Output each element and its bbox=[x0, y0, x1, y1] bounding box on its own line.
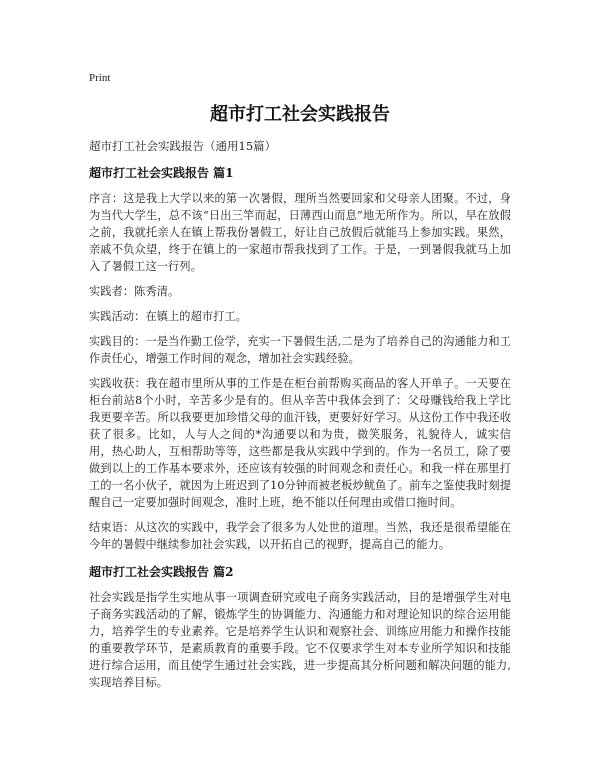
paragraph-purpose: 实践目的：一是当作勤工俭学，充实一下暑假生活,二是为了培养自己的沟通能力和工作责任心，增强工作时间的观念，增加社会实践经验。 bbox=[89, 335, 511, 365]
paragraph-activity: 实践活动：在镇上的超市打工。 bbox=[89, 310, 248, 323]
paragraph-intro: 社会实践是指学生实地从事一项调查研究或电子商务实践活动，目的是增强学生对电子商务实践活动的了解，锻炼学生的协调能力、沟通能力和对理论知识的综合运用能力，培养学生的专业素养。它是培养学生认识和观察社会、训练应用能力和操作技能的重要教学环节，是素质教育的重要手段。它不仅要求学生对本专业所学知识和技能进行综合运用，而且使学生通过社会实践，进一步提高其分析问题和解决问题的能力,实现培养目标。 bbox=[89, 591, 511, 689]
paragraph-gains: 实践收获：我在超市里所从事的工作是在柜台前帮购买商品的客人开单子。一天要在柜台前站8个小时，辛苦多少是有的。但从辛苦中我体会到了：父母赚钱给我上学比我更要辛苦。所以我要更加珍惜父母的血汗钱，更要好好学习。从这份工作中我还收获了很多。比如，人与人之间的*沟通要以和为贵，微笑服务，礼貌待人，诚实信用，热心助人，互相帮助等等，这些都是我从实践中学到的。作为一名员工，除了要做到以上的工作基本要求外，还应该有较强的时间观念和责任心。和我一样在那里打工的一名小伙子，就因为上班迟到了10分钟而被老板炒鱿鱼了。前车之鉴使我时刻提醒自己一定要加强时间观念，准时上班，绝不能以任何理由或借口拖时间。 bbox=[89, 377, 511, 509]
section-2 bbox=[89, 563, 511, 691]
paragraph-practitioner: 实践者：陈秀清。 bbox=[89, 285, 180, 298]
section-heading: 超市打工社会实践报告 篇1 bbox=[89, 166, 234, 180]
section-1 bbox=[89, 164, 511, 553]
paragraph-conclusion: 结束语：从这次的实践中，我学会了很多为人处世的道理。当然，我还是很希望能在今年的暑假中继续参加社会实践，以开拓自己的视野，提高自己的能力。 bbox=[89, 521, 511, 551]
paragraph-preface: 序言：这是我上大学以来的第一次暑假，理所当然要回家和父母亲人团聚。不过，身为当代大学生，总不该“日出三竿而起，日薄西山而息”地无所作为。所以，早在放假之前，我就托亲人在镇上帮我份暑假工，好让自己放假后就能马上参加实践。果然，亲戚不负众望，终于在镇上的一家超市帮我找到了工作。于是，一到暑假我就马上加入了暑假工这一行列。 bbox=[89, 192, 511, 273]
document-subtitle: 超市打工社会实践报告（通用15篇） bbox=[89, 139, 277, 153]
document-title: 超市打工社会实践报告 bbox=[210, 104, 390, 125]
print-link[interactable]: Print bbox=[89, 72, 111, 84]
section-heading: 超市打工社会实践报告 篇2 bbox=[89, 565, 234, 579]
